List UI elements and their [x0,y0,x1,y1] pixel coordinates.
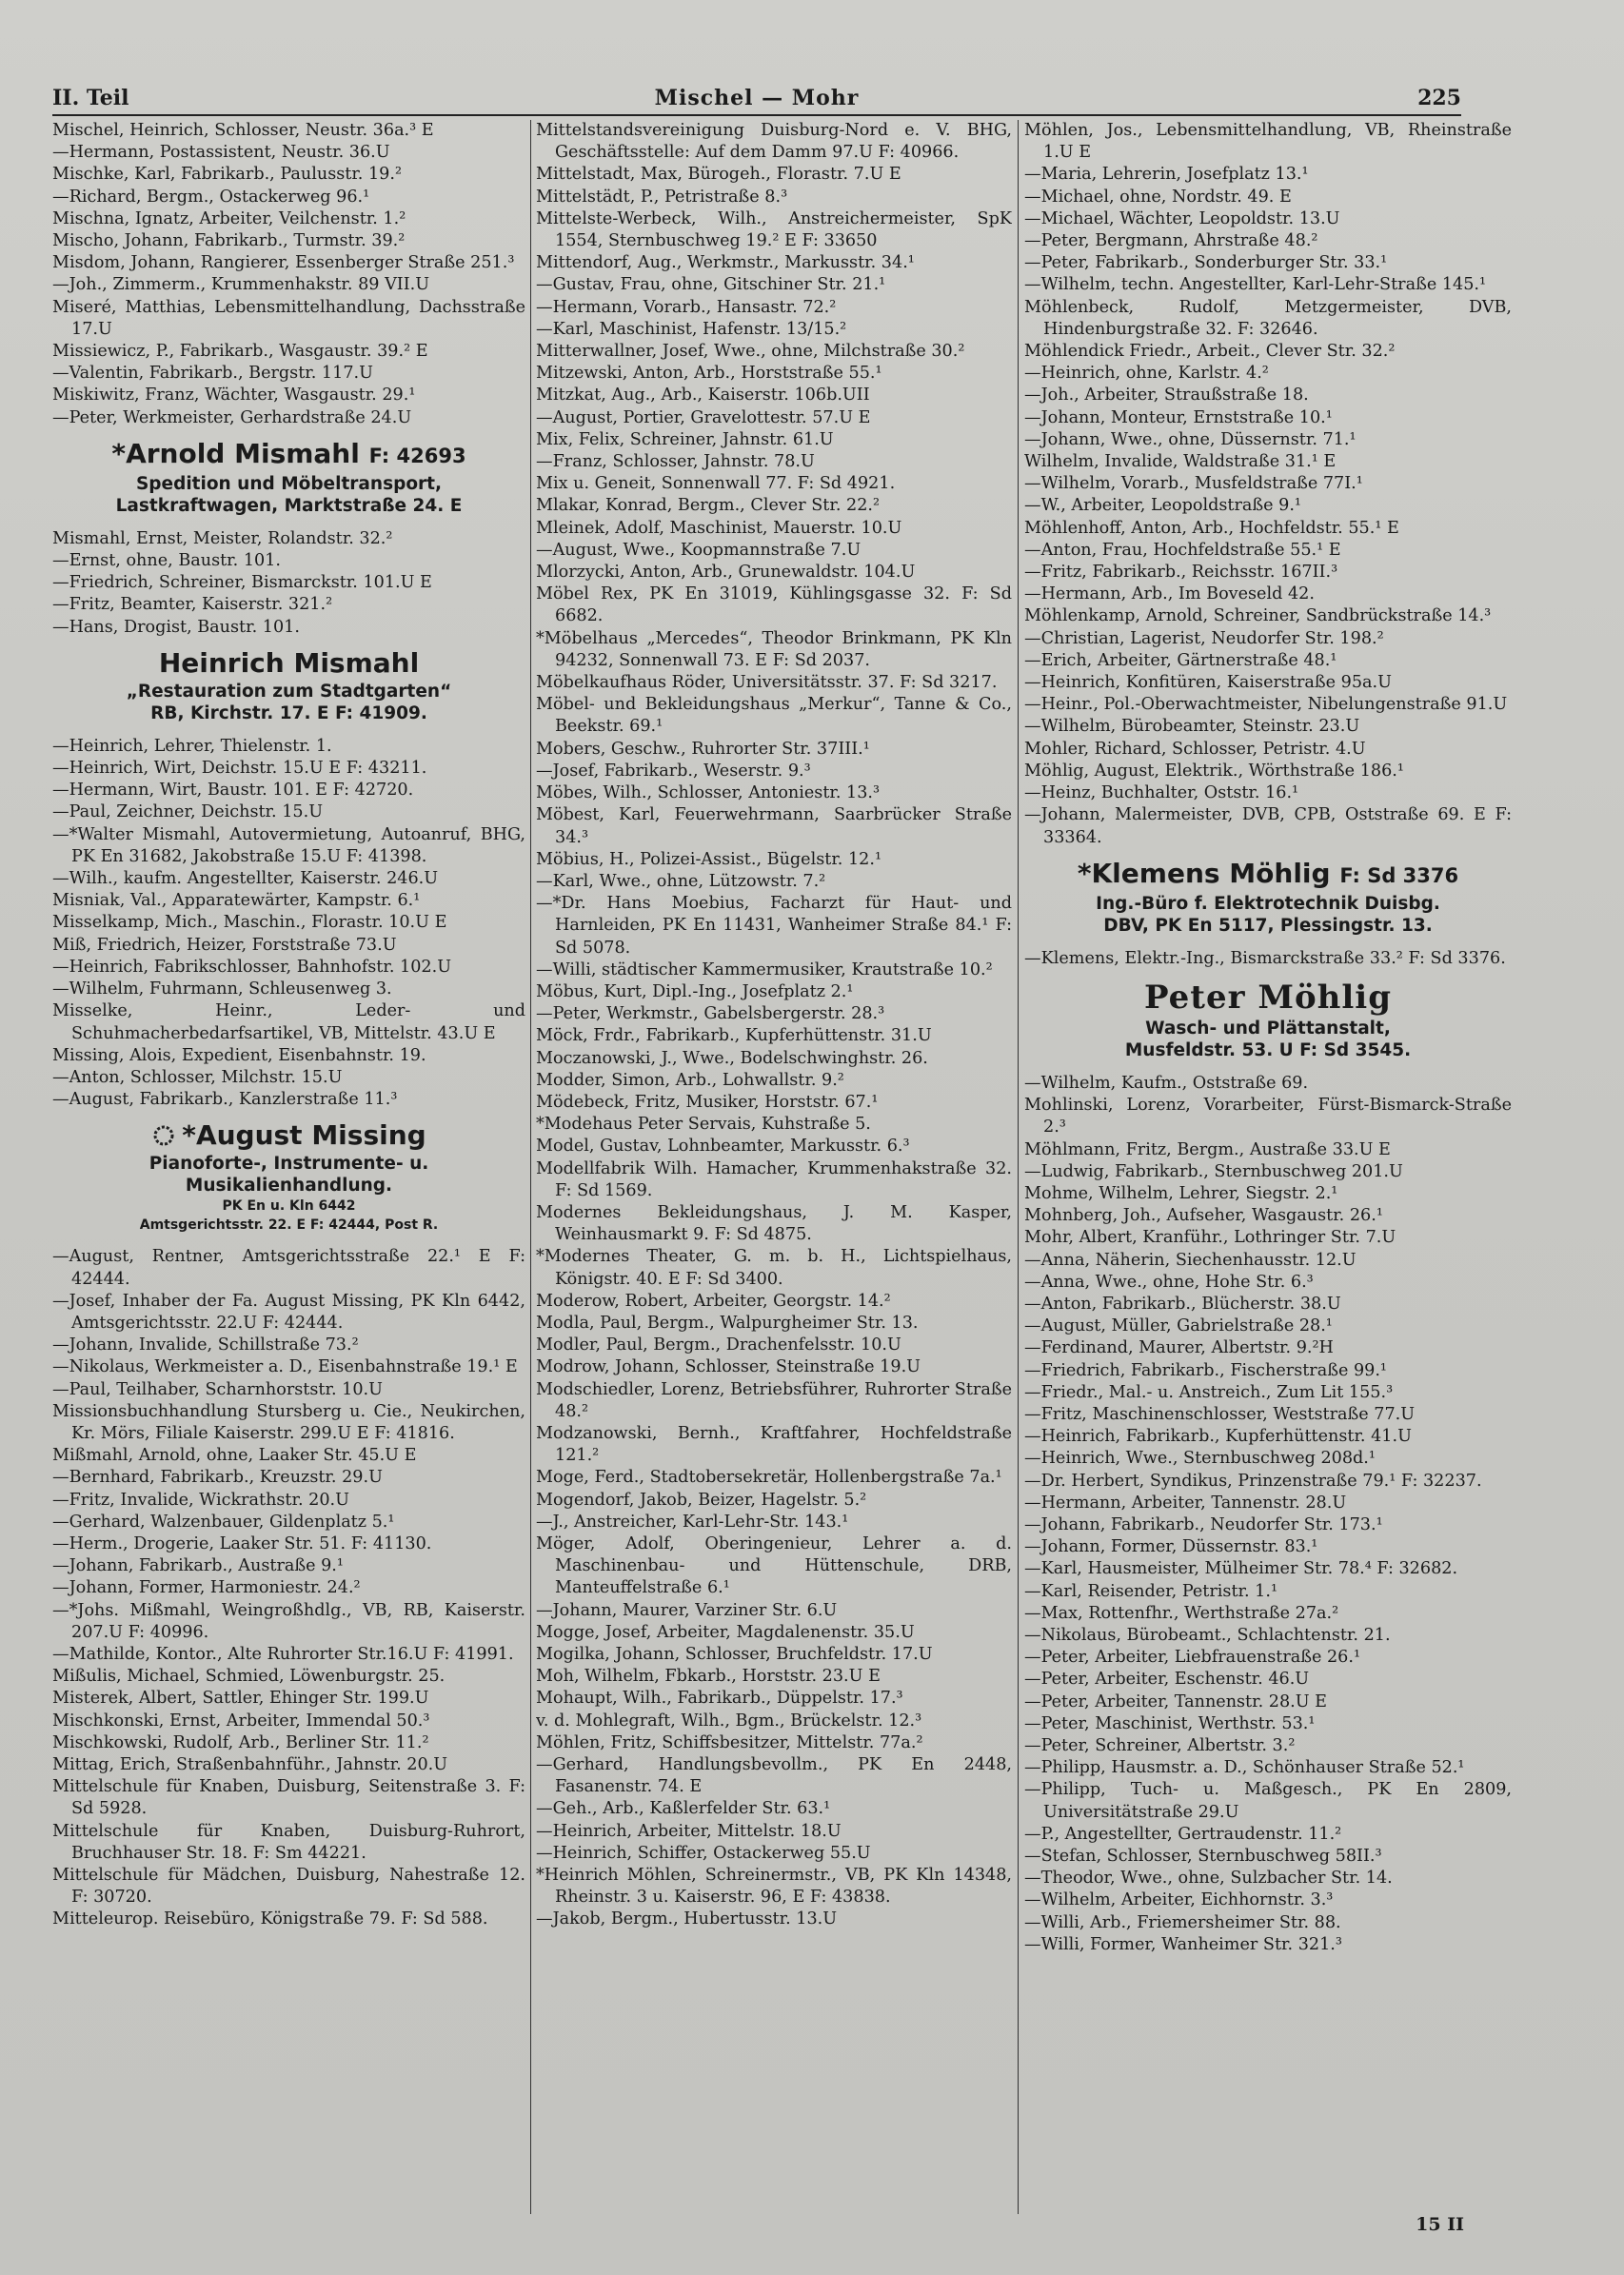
page-number: 225 [1417,86,1461,110]
directory-entry: Missionsbuchhandlung Stursberg u. Cie., Neukirchen, Kr. Mörs, Filiale Kaiserstr. 299.U E F: 41816. [52,1401,525,1443]
directory-entry: —Friedr., Mal.- u. Anstreich., Zum Lit 155.³ [1024,1382,1394,1402]
directory-entry: Möbius, H., Polizei-Assist., Bügelstr. 12.¹ [536,849,882,869]
directory-entry: *Modehaus Peter Servais, Kuhstraße 5. [536,1115,871,1135]
directory-entry: —Wilh., kaufm. Angestellter, Kaiserstr. 246.U [52,869,439,889]
directory-entry: Missiewicz, P., Fabrikarb., Wasgaustr. 39.² E [52,342,428,362]
directory-entry: Misterek, Albert, Sattler, Ehinger Str. 199.U [52,1689,429,1709]
directory-entry: Misdom, Johann, Rangierer, Essenberger Straße 251.³ [52,253,515,273]
directory-entry: —Maria, Lehrerin, Josefplatz 13.¹ [1024,165,1309,185]
advertisement-mismahl_heinrich [52,646,525,724]
directory-entry: Mischo, Johann, Fabrikarb., Turmstr. 39.² [52,231,406,251]
directory-entry: —Jakob, Bergm., Hubertusstr. 13.U [536,1909,838,1929]
directory-entry: —Fritz, Beamter, Kaiserstr. 321.² [52,595,333,615]
directory-entry: —Hermann, Wirt, Baustr. 101. E F: 42720. [52,781,414,801]
directory-entry: —Joh., Arbeiter, Straußstraße 18. [1024,386,1309,406]
directory-entry: Mittag, Erich, Straßenbahnführ., Jahnstr. 20.U [52,1754,448,1774]
advertisement-name: Peter Möhlig [1143,978,1392,1017]
directory-entry: Mobers, Geschw., Ruhrorter Str. 37III.¹ [536,739,870,759]
directory-entry: Möck, Frdr., Fabrikarb., Kupferhüttenstr. 31.U [536,1026,932,1046]
directory-entry: —Dr. Herbert, Syndikus, Prinzenstraße 79.¹ F: 32237. [1024,1471,1482,1491]
directory-entry: Modzanowski, Bernh., Kraftfahrer, Hochfeldstraße 121.² [536,1423,1012,1466]
advertisement-title [52,437,525,473]
directory-entry: —Hermann, Arbeiter, Tannenstr. 28.U [1024,1493,1347,1513]
advertisement-line: Spedition und Möbeltransport, [135,473,443,494]
directory-entry: Mitterwallner, Josef, Wwe., ohne, Milchstraße 30.² [536,342,965,362]
directory-entry: Mittelstädt, P., Petristraße 8.³ [536,187,788,207]
directory-entry: —Wilhelm, techn. Angestellter, Karl-Lehr-Straße 145.¹ [1024,275,1487,295]
directory-entry: —Nikolaus, Werkmeister a. D., Eisenbahnstraße 19.¹ E [52,1357,518,1377]
directory-entry: —August, Wwe., Koopmannstraße 7.U [536,540,862,560]
directory-entry: Wilhelm, Invalide, Waldstraße 31.¹ E [1024,452,1337,472]
directory-entry: —Stefan, Schlosser, Sternbuschweg 58II.³ [1024,1847,1382,1867]
directory-entry: Mittelste-Werbeck, Wilh., Anstreichermeister, SpK 1554, Sternbuschweg 19.² E F: 33650 [536,208,1012,251]
directory-entry: —Philipp, Hausmstr. a. D., Schönhauser Straße 52.¹ [1024,1758,1465,1778]
directory-entry: —Peter, Arbeiter, Tannenstr. 28.U E [1024,1691,1328,1711]
directory-entry: Modrow, Johann, Schlosser, Steinstraße 19.U [536,1357,921,1377]
directory-entry: —Karl, Reisender, Petristr. 1.¹ [1024,1581,1278,1601]
directory-entry: —Bernhard, Fabrikarb., Kreuzstr. 29.U [52,1468,383,1488]
directory-entry: —J., Anstreicher, Karl-Lehr-Str. 143.¹ [536,1512,849,1532]
advertisement-name: *Arnold Mismahl [111,437,360,469]
directory-entry: —Josef, Fabrikarb., Weserstr. 9.³ [536,761,811,781]
directory-entry: —Christian, Lagerist, Neudorfer Str. 198.² [1024,628,1384,648]
advertisement-mismahl_arnold [52,437,525,517]
directory-entry: —Theodor, Wwe., ohne, Sulzbacher Str. 14. [1024,1869,1393,1889]
advertisement-phone: F: Sd 3376 [1339,863,1459,887]
column-1 [52,120,525,2214]
advertisement-line: PK En u. Kln 6442 [222,1198,356,1215]
directory-entry: —Karl, Wwe., ohne, Lützowstr. 7.² [536,871,826,891]
directory-entry: Möhlenbeck, Rudolf, Metzgermeister, DVB, Hindenburgstraße 32. F: 32646. [1024,297,1512,339]
directory-entry: —Nikolaus, Bürobeamt., Schlachtenstr. 21. [1024,1625,1391,1645]
directory-entry: —Johann, Fabrikarb., Neudorfer Str. 173.¹ [1024,1514,1383,1534]
advertisement-title [1024,857,1512,893]
column-divider [1018,120,1019,2214]
directory-entry: —Johann, Wwe., ohne, Düssernstr. 71.¹ [1024,429,1357,449]
directory-entry: —*Dr. Hans Moebius, Facharzt für Haut- und Harnleiden, PK En 11431, Wanheimer Straße 84.¹ F: Sd 5078. [536,894,1012,958]
directory-entry: —Gerhard, Handlungsbevollm., PK En 2448, Fasanenstr. 74. E [536,1755,1012,1797]
advertisement-name: *Klemens Möhlig [1077,857,1331,889]
column-2 [536,120,1012,2214]
directory-entry: v. d. Mohlegraft, Wilh., Bgm., Brückelstr. 12.³ [536,1711,922,1731]
directory-entry: —Ernst, ohne, Baustr. 101. [52,551,281,571]
directory-entry: —Gerhard, Walzenbauer, Gildenplatz 5.¹ [52,1512,395,1532]
directory-entry: —Paul, Teilhaber, Scharnhorststr. 10.U [52,1379,383,1399]
directory-entry: Mischke, Karl, Fabrikarb., Paulusstr. 19.² [52,165,403,185]
advertisement-title [52,1118,525,1153]
directory-entry: —Peter, Fabrikarb., Sonderburger Str. 33.¹ [1024,253,1388,273]
directory-entry: Miseré, Matthias, Lebensmittelhandlung, Dachsstraße 17.U [52,297,525,339]
directory-entry: Mischkonski, Ernst, Arbeiter, Immendal 50.³ [52,1711,430,1731]
directory-entry: —*Walter Mismahl, Autovermietung, Autoanruf, BHG, PK En 31682, Jakobstraße 15.U F: 41398. [52,824,525,866]
directory-entry: Mödebeck, Fritz, Musiker, Horststr. 67.¹ [536,1092,879,1112]
directory-entry: Mogilka, Johann, Schlosser, Bruchfeldstr. 17.U [536,1645,933,1665]
directory-entry: Modellfabrik Wilh. Hamacher, Krummenhakstraße 32. F: Sd 1569. [536,1158,1012,1200]
directory-entry: —Johann, Fabrikarb., Austraße 9.¹ [52,1556,344,1576]
advertisement-moehlig_peter [1024,978,1512,1061]
directory-entry: Mohaupt, Wilh., Fabrikarb., Düppelstr. 17.³ [536,1689,903,1709]
directory-entry: —Hermann, Arb., Im Boveseld 42. [1024,584,1315,604]
directory-entry: —Wilhelm, Arbeiter, Eichhornstr. 3.³ [1024,1890,1334,1910]
advertisement-line: Wasch- und Plättanstalt, [1145,1018,1391,1039]
directory-entry: Möbel- und Bekleidungshaus „Merkur“, Tanne & Co., Beekstr. 69.¹ [536,695,1012,737]
header-section: II. Teil [52,86,129,110]
directory-entry: —Fritz, Fabrikarb., Reichsstr. 167II.³ [1024,563,1338,583]
directory-entry: Mohler, Richard, Schlosser, Petristr. 4.U [1024,739,1366,759]
directory-entry: —Erich, Arbeiter, Gärtnerstraße 48.¹ [1024,650,1337,670]
directory-entry: Möbelkaufhaus Röder, Universitätsstr. 37. F: Sd 3217. [536,673,998,693]
directory-entry: —Richard, Bergm., Ostackerweg 96.¹ [52,187,370,207]
directory-entry: —Johann, Former, Harmoniestr. 24.² [52,1578,361,1598]
directory-entry: —Joh., Zimmerm., Krummenhakstr. 89 VII.U [52,275,430,295]
advertisement-line: DBV, PK En 5117, Plessingstr. 13. [1103,915,1433,936]
directory-entry: —Paul, Zeichner, Deichstr. 15.U [52,802,324,822]
directory-entry: Modla, Paul, Bergm., Walpurgheimer Str. 13. [536,1313,919,1333]
column-3 [1024,120,1512,2214]
directory-entry: Mittelstandsvereinigung Duisburg-Nord e. V. BHG, Geschäftsstelle: Auf dem Damm 97.U F: 40966. [536,121,1012,163]
directory-entry: Möhlenhoff, Anton, Arb., Hochfeldstr. 55.¹ E [1024,518,1399,538]
advertisement-title [52,646,525,681]
directory-entry: Möbel Rex, PK En 31019, Kühlingsgasse 32. F: Sd 6682. [536,584,1012,626]
directory-entry: Moderow, Robert, Arbeiter, Georgstr. 14.² [536,1291,891,1311]
wreath-logo-icon [151,1121,176,1144]
directory-entry: —Anton, Frau, Hochfeldstraße 55.¹ E [1024,540,1341,560]
directory-entry: Moge, Ferd., Stadtobersekretär, Hollenbergstraße 7a.¹ [536,1468,1002,1488]
directory-entry: Mohr, Albert, Kranführ., Lothringer Str. 7.U [1024,1228,1396,1248]
directory-entry: —Hans, Drogist, Baustr. 101. [52,617,300,637]
directory-entry: —Valentin, Fabrikarb., Bergstr. 117.U [52,364,373,384]
advertisement-line: Musfeldstr. 53. U F: Sd 3545. [1124,1039,1412,1060]
directory-entry: Missing, Alois, Expedient, Eisenbahnstr. 19. [52,1045,426,1065]
directory-entry: —Willi, städtischer Kammermusiker, Krautstraße 10.² [536,959,993,979]
directory-entry: Misniak, Val., Apparatewärter, Kampstr. 6.¹ [52,891,421,911]
directory-entry: —Peter, Maschinist, Werthstr. 53.¹ [1024,1713,1316,1733]
directory-entry: *Heinrich Möhlen, Schreinermstr., VB, PK Kln 14348, Rheinstr. 3 u. Kaiserstr. 96, E F: 43838. [536,1866,1012,1908]
directory-entry: Möhlendick Friedr., Arbeit., Clever Str. 32.² [1024,342,1396,362]
directory-entry: —Peter, Schreiner, Albertstr. 3.² [1024,1736,1296,1755]
directory-entry: Mitteleurop. Reisebüro, Königstraße 79. F: Sd 588. [52,1909,488,1929]
directory-entry: —Willi, Arb., Friemersheimer Str. 88. [1024,1912,1341,1932]
directory-entry: Mleinek, Adolf, Maschinist, Mauerstr. 10.U [536,518,902,538]
advertisement-name: *August Missing [182,1119,426,1152]
directory-entry: —Hermann, Vorarb., Hansastr. 72.² [536,297,837,317]
directory-entry: —Heinrich, Wirt, Deichstr. 15.U E F: 43211. [52,759,427,779]
directory-entry: Mohnberg, Joh., Aufseher, Wasgaustr. 26.¹ [1024,1206,1383,1226]
directory-entry: —Philipp, Tuch- u. Maßgesch., PK En 2809, Universitätstraße 29.U [1024,1780,1512,1822]
directory-entry: Mißulis, Michael, Schmied, Löwenburgstr. 25. [52,1667,446,1687]
advertisement-missing_august [52,1118,525,1235]
directory-entry: —Heinrich, Wwe., Sternbuschweg 208d.¹ [1024,1449,1376,1469]
directory-entry: —Heinz, Buchhalter, Oststr. 16.¹ [1024,783,1299,803]
header-range: Mischel — Mohr [654,86,860,110]
directory-entry: Möhlen, Fritz, Schiffsbesitzer, Mittelstr. 77a.² [536,1732,923,1752]
directory-entry: Mißmahl, Arnold, ohne, Laaker Str. 45.U E [52,1446,417,1466]
directory-entry: —Peter, Werkmstr., Gabelsbergerstr. 28.³ [536,1004,885,1024]
directory-entry: Mix u. Geneit, Sonnenwall 77. F: Sd 4921. [536,474,896,494]
directory-entry: —Wilhelm, Kaufm., Oststraße 69. [1024,1073,1309,1093]
directory-entry: Mogge, Josef, Arbeiter, Magdalenenstr. 35.U [536,1622,915,1642]
directory-entry: —Fritz, Maschinenschlosser, Weststraße 77.U [1024,1404,1416,1424]
directory-entry: —P., Angestellter, Gertraudenstr. 11.² [1024,1824,1342,1844]
directory-entry: —Peter, Arbeiter, Eschenstr. 46.U [1024,1670,1310,1690]
directory-entry: —Gustav, Frau, ohne, Gitschiner Str. 21.¹ [536,275,886,295]
advertisement-line: Pianoforte-, Instrumente- u. Musikalienhandlung. [149,1154,429,1197]
directory-entry: —Friedrich, Schreiner, Bismarckstr. 101.U E [52,573,432,593]
directory-entry: Mogendorf, Jakob, Beizer, Hagelstr. 5.² [536,1490,867,1510]
directory-entry: Mlorzycki, Anton, Arb., Grunewaldstr. 104.U [536,563,916,583]
directory-entry: —Michael, ohne, Nordstr. 49. E [1024,187,1292,207]
directory-entry: —Willi, Former, Wanheimer Str. 321.³ [1024,1934,1342,1954]
directory-entry: Mittelschule für Knaben, Duisburg, Seitenstraße 3. F: Sd 5928. [52,1777,525,1819]
directory-entry: Möhlen, Jos., Lebensmittelhandlung, VB, Rheinstraße 1.U E [1024,121,1512,163]
directory-entry: —Heinrich, Konfitüren, Kaiserstraße 95a.U [1024,673,1392,693]
directory-entry: Mittelschule für Knaben, Duisburg-Ruhrort, Bruchhauser Str. 18. F: Sm 44221. [52,1821,525,1863]
directory-entry: —August, Rentner, Amtsgerichtsstraße 22.¹ E F: 42444. [52,1247,525,1289]
directory-entry: —Johann, Invalide, Schillstraße 73.² [52,1335,359,1355]
directory-entry: Möbest, Karl, Feuerwehrmann, Saarbrücker Straße 34.³ [536,805,1012,847]
directory-entry: Mischna, Ignatz, Arbeiter, Veilchenstr. 1.² [52,208,406,228]
directory-entry: —Karl, Maschinist, Hafenstr. 13/15.² [536,319,847,339]
directory-entry: Mlakar, Konrad, Bergm., Clever Str. 22.² [536,496,881,516]
directory-entry: —Herm., Drogerie, Laaker Str. 51. F: 41130. [52,1533,432,1553]
directory-entry: Mix, Felix, Schreiner, Jahnstr. 61.U [536,429,834,449]
advertisement-line: Amtsgerichtsstr. 22. E F: 42444, Post R. [139,1217,439,1234]
directory-entry: —Peter, Arbeiter, Liebfrauenstraße 26.¹ [1024,1648,1361,1668]
advertisement-phone: F: 42693 [368,444,466,467]
directory-entry: *Modernes Theater, G. m. b. H., Lichtspielhaus, Königstr. 40. E F: Sd 3400. [536,1247,1012,1289]
directory-entry: Möger, Adolf, Oberingenieur, Lehrer a. d. Maschinenbau- und Hüttenschule, DRB, Manteuffelstraße 6.¹ [536,1534,1012,1598]
directory-entry: Möbus, Kurt, Dipl.-Ing., Josefplatz 2.¹ [536,981,854,1001]
directory-entry: Moczanowski, J., Wwe., Bodelschwinghstr. 26. [536,1048,928,1068]
directory-entry: —Max, Rottenfhr., Werthstraße 27a.² [1024,1603,1339,1623]
directory-entry: —Klemens, Elektr.-Ing., Bismarckstraße 33.² F: Sd 3376. [1024,948,1506,968]
directory-entry: —Hermann, Postassistent, Neustr. 36.U [52,143,390,163]
directory-entry: Miß, Friedrich, Heizer, Forststraße 73.U [52,935,397,955]
directory-entry: —Geh., Arb., Kaßlerfelder Str. 63.¹ [536,1799,831,1819]
directory-entry: Mischkowski, Rudolf, Arb., Berliner Str. 11.² [52,1732,429,1752]
directory-entry: Mitzkat, Aug., Arb., Kaiserstr. 106b.UII [536,386,870,406]
directory-entry: —W., Arbeiter, Leopoldstraße 9.¹ [1024,496,1301,516]
directory-entry: Miskiwitz, Franz, Wächter, Wasgaustr. 29.¹ [52,386,416,406]
directory-entry: Modder, Simon, Arb., Lohwallstr. 9.² [536,1070,844,1090]
directory-entry: —Karl, Hausmeister, Mülheimer Str. 78.⁴ F: 32682. [1024,1559,1458,1579]
directory-entry: Misselke, Heinr., Leder- und Schuhmacherbedarfsartikel, VB, Mittelstr. 43.U E [52,1001,525,1043]
advertisement-line: Lastkraftwagen, Marktstraße 24. E [115,495,463,516]
directory-entry: —Peter, Werkmeister, Gerhardstraße 24.U [52,407,412,427]
directory-entry: Möhlenkamp, Arnold, Schreiner, Sandbrückstraße 14.³ [1024,606,1492,626]
directory-entry: —Heinrich, Lehrer, Thielenstr. 1. [52,736,332,756]
directory-entry: Möbes, Wilh., Schlosser, Antoniestr. 13.³ [536,783,881,803]
directory-entry: Moh, Wilhelm, Fbkarb., Horststr. 23.U E [536,1667,881,1687]
sheet-signature: 15 II [1416,2214,1464,2235]
directory-entry: Modler, Paul, Bergm., Drachenfelsstr. 10.U [536,1335,901,1355]
directory-entry: Modschiedler, Lorenz, Betriebsführer, Ruhrorter Straße 48.² [536,1379,1012,1421]
directory-entry: —August, Fabrikarb., Kanzlerstraße 11.³ [52,1090,398,1110]
directory-entry: —Friedrich, Fabrikarb., Fischerstraße 99.¹ [1024,1360,1387,1380]
directory-entry: —Heinrich, Fabrikarb., Kupferhüttenstr. 41.U [1024,1427,1412,1447]
directory-entry: —August, Müller, Gabrielstraße 28.¹ [1024,1316,1333,1336]
advertisement-name: Heinrich Mismahl [158,646,420,679]
directory-entry: —Wilhelm, Fuhrmann, Schleusenweg 3. [52,979,392,999]
directory-entry: —Johann, Malermeister, DVB, CPB, Oststraße 69. E F: 33364. [1024,805,1512,847]
directory-entry: —Johann, Maurer, Varziner Str. 6.U [536,1600,838,1620]
advertisement-title [1024,978,1512,1018]
directory-entry: Mittendorf, Aug., Werkmstr., Markusstr. 34.¹ [536,253,915,273]
directory-entry: —Franz, Schlosser, Jahnstr. 78.U [536,452,815,472]
directory-entry: —Heinrich, ohne, Karlstr. 4.² [1024,364,1269,384]
directory-entry: —Johann, Monteur, Ernststraße 10.¹ [1024,407,1333,427]
directory-entry: Mohme, Wilhelm, Lehrer, Siegstr. 2.¹ [1024,1183,1338,1203]
directory-entry: Möhlig, August, Elektrik., Wörthstraße 186.¹ [1024,761,1404,781]
directory-entry: —*Johs. Mißmahl, Weingroßhdlg., VB, RB, Kaiserstr. 207.U F: 40996. [52,1600,525,1642]
directory-entry: —Peter, Bergmann, Ahrstraße 48.² [1024,231,1318,251]
directory-entry: —August, Portier, Gravelottestr. 57.U E [536,407,871,427]
advertisement-line: Ing.-Büro f. Elektrotechnik Duisbg. [1096,893,1440,914]
directory-entry: Misselkamp, Mich., Maschin., Florastr. 10.U E [52,913,447,933]
directory-entry: —Anton, Schlosser, Milchstr. 15.U [52,1067,343,1087]
directory-entry: —Michael, Wächter, Leopoldstr. 13.U [1024,208,1340,228]
directory-entry: —Johann, Former, Düssernstr. 83.¹ [1024,1537,1318,1557]
directory-entry: Model, Gustav, Lohnbeamter, Markusstr. 6.³ [536,1137,910,1157]
directory-entry: —Mathilde, Kontor., Alte Ruhrorter Str.16.U F: 41991. [52,1644,514,1664]
directory-entry: —Ludwig, Fabrikarb., Sternbuschweg 201.U [1024,1161,1403,1181]
advertisement-line: RB, Kirchstr. 17. E F: 41909. [150,702,427,723]
page-header [52,82,1461,116]
directory-entry: —Heinrich, Fabrikschlosser, Bahnhofstr. 102.U [52,957,452,977]
directory-entry: Mischel, Heinrich, Schlosser, Neustr. 36a.³ E [52,121,434,140]
directory-entry: Mohlinski, Lorenz, Vorarbeiter, Fürst-Bismarck-Straße 2.³ [1024,1096,1512,1138]
directory-entry: —Wilhelm, Bürobeamter, Steinstr. 23.U [1024,717,1360,737]
advertisement-line: „Restauration zum Stadtgarten“ [126,681,452,702]
directory-entry: *Möbelhaus „Mercedes“, Theodor Brinkmann, PK Kln 94232, Sonnenwall 73. E F: Sd 2037. [536,628,1012,670]
directory-entry: —Anton, Fabrikarb., Blücherstr. 38.U [1024,1294,1341,1314]
directory-entry: —Fritz, Invalide, Wickrathstr. 20.U [52,1490,349,1510]
directory-entry: —Anna, Wwe., ohne, Hohe Str. 6.³ [1024,1272,1314,1292]
directory-entry: —Heinrich, Schiffer, Ostackerweg 55.U [536,1843,871,1863]
directory-entry: —Heinr., Pol.-Oberwachtmeister, Nibelungenstraße 91.U [1024,695,1508,715]
directory-entry: Mitzewski, Anton, Arb., Horststraße 55.¹ [536,364,882,384]
directory-entry: —Heinrich, Arbeiter, Mittelstr. 18.U [536,1821,842,1841]
directory-entry: —Josef, Inhaber der Fa. August Missing, PK Kln 6442, Amtsgerichtsstr. 22.U F: 42444. [52,1291,525,1333]
directory-entry: Modernes Bekleidungshaus, J. M. Kasper, Weinhausmarkt 9. F: Sd 4875. [536,1202,1012,1245]
column-divider [530,120,531,2214]
advertisement-moehlig_klemens [1024,857,1512,937]
directory-entry: —Wilhelm, Vorarb., Musfeldstraße 77I.¹ [1024,474,1363,494]
directory-entry: Möhlmann, Fritz, Bergm., Austraße 33.U E [1024,1139,1391,1159]
directory-entry: Mismahl, Ernst, Meister, Rolandstr. 32.² [52,528,393,548]
directory-entry: Mittelschule für Mädchen, Duisburg, Nahestraße 12. F: 30720. [52,1866,525,1908]
directory-entry: Mittelstadt, Max, Bürogeh., Florastr. 7.U E [536,165,901,185]
directory-entry: —Ferdinand, Maurer, Albertstr. 9.²H [1024,1338,1334,1358]
directory-entry: —Anna, Näherin, Siechenhausstr. 12.U [1024,1250,1357,1270]
